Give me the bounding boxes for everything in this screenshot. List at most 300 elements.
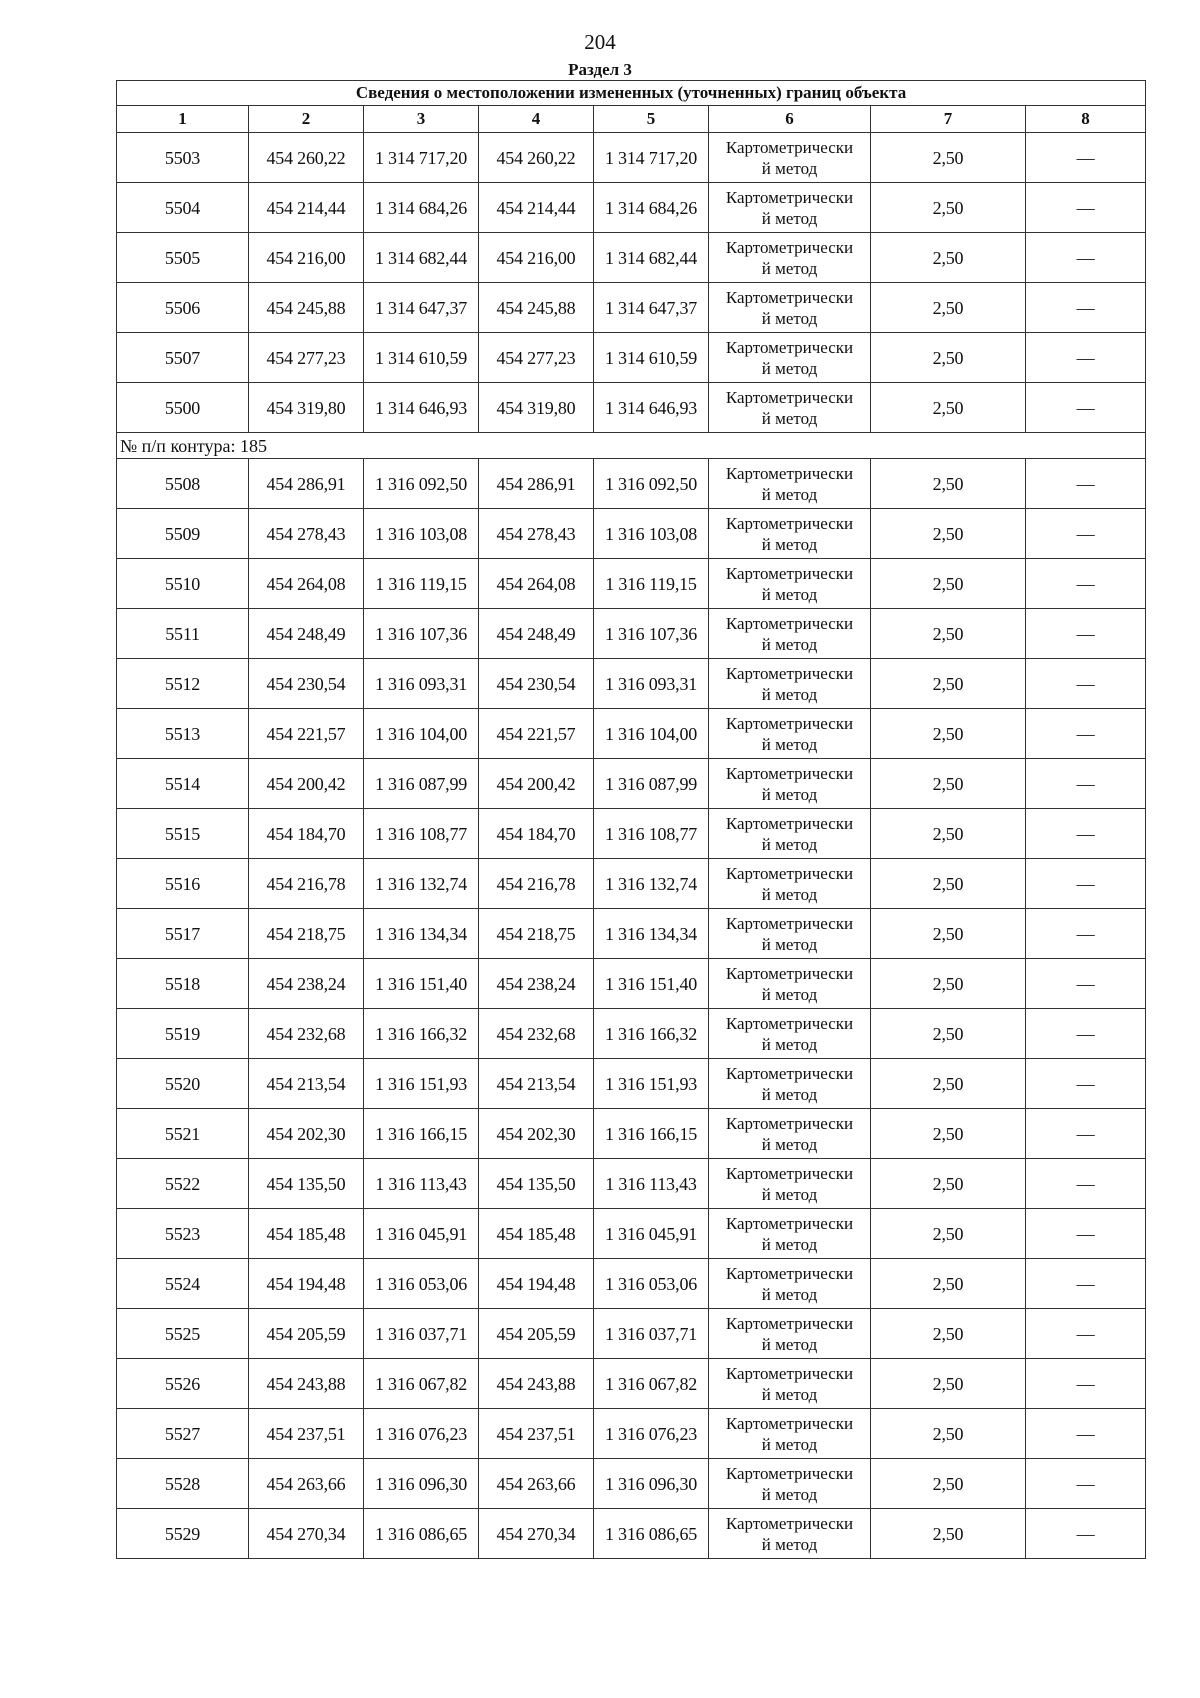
y-coordinate-existing: 1 314 717,20 xyxy=(364,133,479,183)
x-coordinate-refined: 454 260,22 xyxy=(479,133,594,183)
point-id: 5507 xyxy=(117,333,249,383)
x-coordinate-existing: 454 263,66 xyxy=(249,1459,364,1509)
x-coordinate-existing: 454 194,48 xyxy=(249,1259,364,1309)
table-row xyxy=(117,759,1146,809)
x-coordinate-refined: 454 278,43 xyxy=(479,509,594,559)
y-coordinate-refined: 1 314 646,93 xyxy=(594,383,709,433)
x-coordinate-refined: 454 216,78 xyxy=(479,859,594,909)
method-cell xyxy=(709,1409,871,1459)
point-id: 5514 xyxy=(117,759,249,809)
x-coordinate-refined: 454 264,08 xyxy=(479,559,594,609)
table-row xyxy=(117,809,1146,859)
y-coordinate-existing: 1 314 646,93 xyxy=(364,383,479,433)
precision-value: 2,50 xyxy=(871,333,1026,383)
table-row xyxy=(117,959,1146,1009)
table-row xyxy=(117,133,1146,183)
x-coordinate-existing: 454 216,78 xyxy=(249,859,364,909)
method-line-2: й метод xyxy=(761,358,818,378)
table-row xyxy=(117,233,1146,283)
precision-value: 2,50 xyxy=(871,283,1026,333)
y-coordinate-refined: 1 316 119,15 xyxy=(594,559,709,609)
description-value: — xyxy=(1026,333,1146,383)
column-header-row xyxy=(117,106,1146,133)
method-line-1: Картометрически xyxy=(725,813,854,833)
method-line-1: Картометрически xyxy=(725,1163,854,1183)
description-value: — xyxy=(1026,759,1146,809)
y-coordinate-existing: 1 316 053,06 xyxy=(364,1259,479,1309)
y-coordinate-existing: 1 316 151,93 xyxy=(364,1059,479,1109)
y-coordinate-refined: 1 316 053,06 xyxy=(594,1259,709,1309)
method-cell xyxy=(709,559,871,609)
method-cell xyxy=(709,1109,871,1159)
y-coordinate-refined: 1 316 166,15 xyxy=(594,1109,709,1159)
method-line-1: Картометрически xyxy=(725,663,854,683)
description-value: — xyxy=(1026,459,1146,509)
table-row xyxy=(117,1409,1146,1459)
description-value: — xyxy=(1026,959,1146,1009)
y-coordinate-existing: 1 316 086,65 xyxy=(364,1509,479,1559)
x-coordinate-refined: 454 248,49 xyxy=(479,609,594,659)
method-line-1: Картометрически xyxy=(725,463,854,483)
precision-value: 2,50 xyxy=(871,1359,1026,1409)
method-line-1: Картометрически xyxy=(725,1013,854,1033)
x-coordinate-existing: 454 270,34 xyxy=(249,1509,364,1559)
table-row xyxy=(117,859,1146,909)
method-line-2: й метод xyxy=(761,534,818,554)
method-line-2: й метод xyxy=(761,634,818,654)
description-value: — xyxy=(1026,1359,1146,1409)
x-coordinate-existing: 454 248,49 xyxy=(249,609,364,659)
x-coordinate-existing: 454 202,30 xyxy=(249,1109,364,1159)
method-line-1: Картометрически xyxy=(725,287,854,307)
method-line-2: й метод xyxy=(761,1184,818,1204)
precision-value: 2,50 xyxy=(871,609,1026,659)
contour-label: № п/п контура: 185 xyxy=(117,433,1146,459)
description-value: — xyxy=(1026,1059,1146,1109)
point-id: 5512 xyxy=(117,659,249,709)
table-row xyxy=(117,659,1146,709)
x-coordinate-existing: 454 200,42 xyxy=(249,759,364,809)
method-line-2: й метод xyxy=(761,484,818,504)
y-coordinate-refined: 1 314 647,37 xyxy=(594,283,709,333)
y-coordinate-existing: 1 316 087,99 xyxy=(364,759,479,809)
y-coordinate-existing: 1 316 045,91 xyxy=(364,1209,479,1259)
precision-value: 2,50 xyxy=(871,383,1026,433)
y-coordinate-refined: 1 316 108,77 xyxy=(594,809,709,859)
description-value: — xyxy=(1026,909,1146,959)
y-coordinate-existing: 1 316 104,00 xyxy=(364,709,479,759)
precision-value: 2,50 xyxy=(871,1109,1026,1159)
x-coordinate-refined: 454 216,00 xyxy=(479,233,594,283)
precision-value: 2,50 xyxy=(871,559,1026,609)
table-row xyxy=(117,1459,1146,1509)
x-coordinate-existing: 454 278,43 xyxy=(249,509,364,559)
method-line-1: Картометрически xyxy=(725,1463,854,1483)
x-coordinate-refined: 454 263,66 xyxy=(479,1459,594,1509)
method-cell xyxy=(709,233,871,283)
contour-section xyxy=(117,433,1146,459)
x-coordinate-refined: 454 184,70 xyxy=(479,809,594,859)
table-row xyxy=(117,609,1146,659)
method-line-1: Картометрически xyxy=(725,1213,854,1233)
description-value: — xyxy=(1026,1009,1146,1059)
rows-before-contour xyxy=(117,133,1146,433)
column-header: 2 xyxy=(249,106,364,133)
description-value: — xyxy=(1026,559,1146,609)
y-coordinate-existing: 1 316 113,43 xyxy=(364,1159,479,1209)
x-coordinate-existing: 454 218,75 xyxy=(249,909,364,959)
table-row xyxy=(117,1109,1146,1159)
y-coordinate-refined: 1 316 132,74 xyxy=(594,859,709,909)
column-header: 6 xyxy=(709,106,871,133)
y-coordinate-refined: 1 314 717,20 xyxy=(594,133,709,183)
point-id: 5524 xyxy=(117,1259,249,1309)
precision-value: 2,50 xyxy=(871,759,1026,809)
y-coordinate-refined: 1 316 092,50 xyxy=(594,459,709,509)
y-coordinate-existing: 1 316 103,08 xyxy=(364,509,479,559)
x-coordinate-existing: 454 237,51 xyxy=(249,1409,364,1459)
description-value: — xyxy=(1026,509,1146,559)
x-coordinate-existing: 454 319,80 xyxy=(249,383,364,433)
y-coordinate-existing: 1 316 119,15 xyxy=(364,559,479,609)
y-coordinate-existing: 1 316 134,34 xyxy=(364,909,479,959)
table-title-row xyxy=(117,81,1146,106)
description-value: — xyxy=(1026,809,1146,859)
method-line-1: Картометрически xyxy=(725,1513,854,1533)
x-coordinate-existing: 454 213,54 xyxy=(249,1059,364,1109)
precision-value: 2,50 xyxy=(871,233,1026,283)
method-line-1: Картометрически xyxy=(725,387,854,407)
point-id: 5505 xyxy=(117,233,249,283)
point-id: 5525 xyxy=(117,1309,249,1359)
y-coordinate-existing: 1 316 108,77 xyxy=(364,809,479,859)
x-coordinate-refined: 454 221,57 xyxy=(479,709,594,759)
precision-value: 2,50 xyxy=(871,1159,1026,1209)
x-coordinate-refined: 454 237,51 xyxy=(479,1409,594,1459)
x-coordinate-refined: 454 243,88 xyxy=(479,1359,594,1409)
y-coordinate-refined: 1 316 107,36 xyxy=(594,609,709,659)
y-coordinate-refined: 1 316 076,23 xyxy=(594,1409,709,1459)
point-id: 5527 xyxy=(117,1409,249,1459)
y-coordinate-refined: 1 316 134,34 xyxy=(594,909,709,959)
table-row xyxy=(117,1509,1146,1559)
description-value: — xyxy=(1026,1509,1146,1559)
y-coordinate-refined: 1 316 067,82 xyxy=(594,1359,709,1409)
x-coordinate-existing: 454 184,70 xyxy=(249,809,364,859)
method-cell xyxy=(709,709,871,759)
x-coordinate-existing: 454 221,57 xyxy=(249,709,364,759)
description-value: — xyxy=(1026,1409,1146,1459)
method-cell xyxy=(709,1359,871,1409)
x-coordinate-refined: 454 277,23 xyxy=(479,333,594,383)
y-coordinate-existing: 1 314 682,44 xyxy=(364,233,479,283)
method-cell xyxy=(709,183,871,233)
description-value: — xyxy=(1026,1309,1146,1359)
y-coordinate-existing: 1 316 096,30 xyxy=(364,1459,479,1509)
x-coordinate-existing: 454 243,88 xyxy=(249,1359,364,1409)
x-coordinate-existing: 454 260,22 xyxy=(249,133,364,183)
method-line-2: й метод xyxy=(761,1334,818,1354)
y-coordinate-refined: 1 316 104,00 xyxy=(594,709,709,759)
precision-value: 2,50 xyxy=(871,509,1026,559)
precision-value: 2,50 xyxy=(871,709,1026,759)
y-coordinate-refined: 1 316 037,71 xyxy=(594,1309,709,1359)
y-coordinate-existing: 1 316 067,82 xyxy=(364,1359,479,1409)
section-title: Раздел 3 xyxy=(568,60,632,79)
precision-value: 2,50 xyxy=(871,183,1026,233)
method-cell xyxy=(709,333,871,383)
precision-value: 2,50 xyxy=(871,1209,1026,1259)
method-line-1: Картометрически xyxy=(725,513,854,533)
table-row xyxy=(117,1259,1146,1309)
point-id: 5522 xyxy=(117,1159,249,1209)
point-id: 5509 xyxy=(117,509,249,559)
method-line-2: й метод xyxy=(761,258,818,278)
y-coordinate-refined: 1 316 096,30 xyxy=(594,1459,709,1509)
table-title: Сведения о местоположении измененных (уточненных) границ объекта xyxy=(117,81,1146,106)
x-coordinate-refined: 454 218,75 xyxy=(479,909,594,959)
point-id: 5500 xyxy=(117,383,249,433)
y-coordinate-refined: 1 316 045,91 xyxy=(594,1209,709,1259)
method-line-1: Картометрически xyxy=(725,1363,854,1383)
x-coordinate-refined: 454 200,42 xyxy=(479,759,594,809)
y-coordinate-existing: 1 316 151,40 xyxy=(364,959,479,1009)
x-coordinate-existing: 454 232,68 xyxy=(249,1009,364,1059)
table-row xyxy=(117,333,1146,383)
method-line-2: й метод xyxy=(761,734,818,754)
y-coordinate-existing: 1 314 684,26 xyxy=(364,183,479,233)
method-line-2: й метод xyxy=(761,1034,818,1054)
method-line-2: й метод xyxy=(761,1384,818,1404)
x-coordinate-existing: 454 214,44 xyxy=(249,183,364,233)
point-id: 5504 xyxy=(117,183,249,233)
table-row xyxy=(117,459,1146,509)
column-header: 5 xyxy=(594,106,709,133)
method-line-1: Картометрически xyxy=(725,187,854,207)
point-id: 5526 xyxy=(117,1359,249,1409)
x-coordinate-existing: 454 135,50 xyxy=(249,1159,364,1209)
x-coordinate-refined: 454 185,48 xyxy=(479,1209,594,1259)
method-line-1: Картометрически xyxy=(725,1413,854,1433)
method-line-2: й метод xyxy=(761,158,818,178)
table-row xyxy=(117,1009,1146,1059)
x-coordinate-existing: 454 185,48 xyxy=(249,1209,364,1259)
contour-row xyxy=(117,433,1146,459)
description-value: — xyxy=(1026,1459,1146,1509)
method-line-1: Картометрически xyxy=(725,1113,854,1133)
description-value: — xyxy=(1026,1259,1146,1309)
method-cell xyxy=(709,509,871,559)
point-id: 5511 xyxy=(117,609,249,659)
point-id: 5521 xyxy=(117,1109,249,1159)
method-line-2: й метод xyxy=(761,1284,818,1304)
description-value: — xyxy=(1026,183,1146,233)
column-header: 1 xyxy=(117,106,249,133)
method-line-1: Картометрически xyxy=(725,963,854,983)
table-row xyxy=(117,283,1146,333)
method-cell xyxy=(709,1059,871,1109)
method-line-1: Картометрически xyxy=(725,863,854,883)
method-cell xyxy=(709,459,871,509)
precision-value: 2,50 xyxy=(871,659,1026,709)
precision-value: 2,50 xyxy=(871,1009,1026,1059)
precision-value: 2,50 xyxy=(871,909,1026,959)
rows-after-contour xyxy=(117,459,1146,1559)
method-line-1: Картометрически xyxy=(725,563,854,583)
column-header: 4 xyxy=(479,106,594,133)
x-coordinate-refined: 454 202,30 xyxy=(479,1109,594,1159)
column-header: 3 xyxy=(364,106,479,133)
precision-value: 2,50 xyxy=(871,1309,1026,1359)
point-id: 5518 xyxy=(117,959,249,1009)
description-value: — xyxy=(1026,709,1146,759)
y-coordinate-refined: 1 316 151,40 xyxy=(594,959,709,1009)
method-line-1: Картометрически xyxy=(725,1263,854,1283)
x-coordinate-existing: 454 216,00 xyxy=(249,233,364,283)
table-row xyxy=(117,1309,1146,1359)
method-line-2: й метод xyxy=(761,884,818,904)
point-id: 5517 xyxy=(117,909,249,959)
method-line-1: Картометрически xyxy=(725,1313,854,1333)
method-line-2: й метод xyxy=(761,784,818,804)
table-row xyxy=(117,183,1146,233)
table-row xyxy=(117,909,1146,959)
method-cell xyxy=(709,759,871,809)
x-coordinate-refined: 454 194,48 xyxy=(479,1259,594,1309)
precision-value: 2,50 xyxy=(871,1459,1026,1509)
method-line-2: й метод xyxy=(761,934,818,954)
method-cell xyxy=(709,1259,871,1309)
method-cell xyxy=(709,959,871,1009)
description-value: — xyxy=(1026,383,1146,433)
y-coordinate-refined: 1 314 682,44 xyxy=(594,233,709,283)
method-line-2: й метод xyxy=(761,208,818,228)
y-coordinate-refined: 1 316 113,43 xyxy=(594,1159,709,1209)
point-id: 5503 xyxy=(117,133,249,183)
method-cell xyxy=(709,909,871,959)
description-value: — xyxy=(1026,1159,1146,1209)
y-coordinate-existing: 1 316 093,31 xyxy=(364,659,479,709)
method-cell xyxy=(709,859,871,909)
y-coordinate-refined: 1 314 684,26 xyxy=(594,183,709,233)
y-coordinate-existing: 1 316 107,36 xyxy=(364,609,479,659)
method-line-2: й метод xyxy=(761,1134,818,1154)
y-coordinate-existing: 1 316 076,23 xyxy=(364,1409,479,1459)
y-coordinate-refined: 1 316 086,65 xyxy=(594,1509,709,1559)
table-row xyxy=(117,559,1146,609)
y-coordinate-refined: 1 314 610,59 xyxy=(594,333,709,383)
precision-value: 2,50 xyxy=(871,1259,1026,1309)
table-row xyxy=(117,1159,1146,1209)
y-coordinate-existing: 1 316 092,50 xyxy=(364,459,479,509)
x-coordinate-existing: 454 245,88 xyxy=(249,283,364,333)
method-cell xyxy=(709,1309,871,1359)
y-coordinate-refined: 1 316 166,32 xyxy=(594,1009,709,1059)
x-coordinate-existing: 454 205,59 xyxy=(249,1309,364,1359)
precision-value: 2,50 xyxy=(871,1409,1026,1459)
description-value: — xyxy=(1026,233,1146,283)
page-number: 204 xyxy=(584,30,616,54)
method-cell xyxy=(709,283,871,333)
description-value: — xyxy=(1026,609,1146,659)
precision-value: 2,50 xyxy=(871,1059,1026,1109)
point-id: 5519 xyxy=(117,1009,249,1059)
point-id: 5513 xyxy=(117,709,249,759)
y-coordinate-existing: 1 316 132,74 xyxy=(364,859,479,909)
table-row xyxy=(117,1359,1146,1409)
table-row xyxy=(117,509,1146,559)
point-id: 5510 xyxy=(117,559,249,609)
method-line-2: й метод xyxy=(761,684,818,704)
point-id: 5515 xyxy=(117,809,249,859)
description-value: — xyxy=(1026,1209,1146,1259)
method-line-2: й метод xyxy=(761,1534,818,1554)
x-coordinate-refined: 454 135,50 xyxy=(479,1159,594,1209)
y-coordinate-existing: 1 314 647,37 xyxy=(364,283,479,333)
column-header: 8 xyxy=(1026,106,1146,133)
y-coordinate-existing: 1 314 610,59 xyxy=(364,333,479,383)
x-coordinate-refined: 454 245,88 xyxy=(479,283,594,333)
x-coordinate-refined: 454 319,80 xyxy=(479,383,594,433)
description-value: — xyxy=(1026,283,1146,333)
y-coordinate-refined: 1 316 093,31 xyxy=(594,659,709,709)
precision-value: 2,50 xyxy=(871,1509,1026,1559)
method-cell xyxy=(709,133,871,183)
precision-value: 2,50 xyxy=(871,459,1026,509)
x-coordinate-refined: 454 286,91 xyxy=(479,459,594,509)
method-line-1: Картометрически xyxy=(725,713,854,733)
table-row xyxy=(117,383,1146,433)
x-coordinate-refined: 454 205,59 xyxy=(479,1309,594,1359)
table-row xyxy=(117,1209,1146,1259)
method-line-2: й метод xyxy=(761,308,818,328)
x-coordinate-refined: 454 213,54 xyxy=(479,1059,594,1109)
y-coordinate-refined: 1 316 103,08 xyxy=(594,509,709,559)
x-coordinate-existing: 454 277,23 xyxy=(249,333,364,383)
y-coordinate-refined: 1 316 087,99 xyxy=(594,759,709,809)
method-cell xyxy=(709,609,871,659)
y-coordinate-refined: 1 316 151,93 xyxy=(594,1059,709,1109)
description-value: — xyxy=(1026,133,1146,183)
coordinates-table xyxy=(116,80,1146,1559)
method-line-2: й метод xyxy=(761,984,818,1004)
method-line-2: й метод xyxy=(761,1434,818,1454)
description-value: — xyxy=(1026,659,1146,709)
point-id: 5508 xyxy=(117,459,249,509)
description-value: — xyxy=(1026,1109,1146,1159)
x-coordinate-existing: 454 230,54 xyxy=(249,659,364,709)
table-row xyxy=(117,1059,1146,1109)
x-coordinate-existing: 454 286,91 xyxy=(249,459,364,509)
precision-value: 2,50 xyxy=(871,133,1026,183)
method-line-2: й метод xyxy=(761,1484,818,1504)
y-coordinate-existing: 1 316 166,32 xyxy=(364,1009,479,1059)
precision-value: 2,50 xyxy=(871,809,1026,859)
x-coordinate-refined: 454 230,54 xyxy=(479,659,594,709)
point-id: 5506 xyxy=(117,283,249,333)
precision-value: 2,50 xyxy=(871,859,1026,909)
x-coordinate-refined: 454 238,24 xyxy=(479,959,594,1009)
method-line-1: Картометрически xyxy=(725,613,854,633)
method-line-1: Картометрически xyxy=(725,763,854,783)
method-cell xyxy=(709,1509,871,1559)
point-id: 5529 xyxy=(117,1509,249,1559)
point-id: 5520 xyxy=(117,1059,249,1109)
point-id: 5528 xyxy=(117,1459,249,1509)
method-line-1: Картометрически xyxy=(725,237,854,257)
method-cell xyxy=(709,1209,871,1259)
method-line-2: й метод xyxy=(761,584,818,604)
